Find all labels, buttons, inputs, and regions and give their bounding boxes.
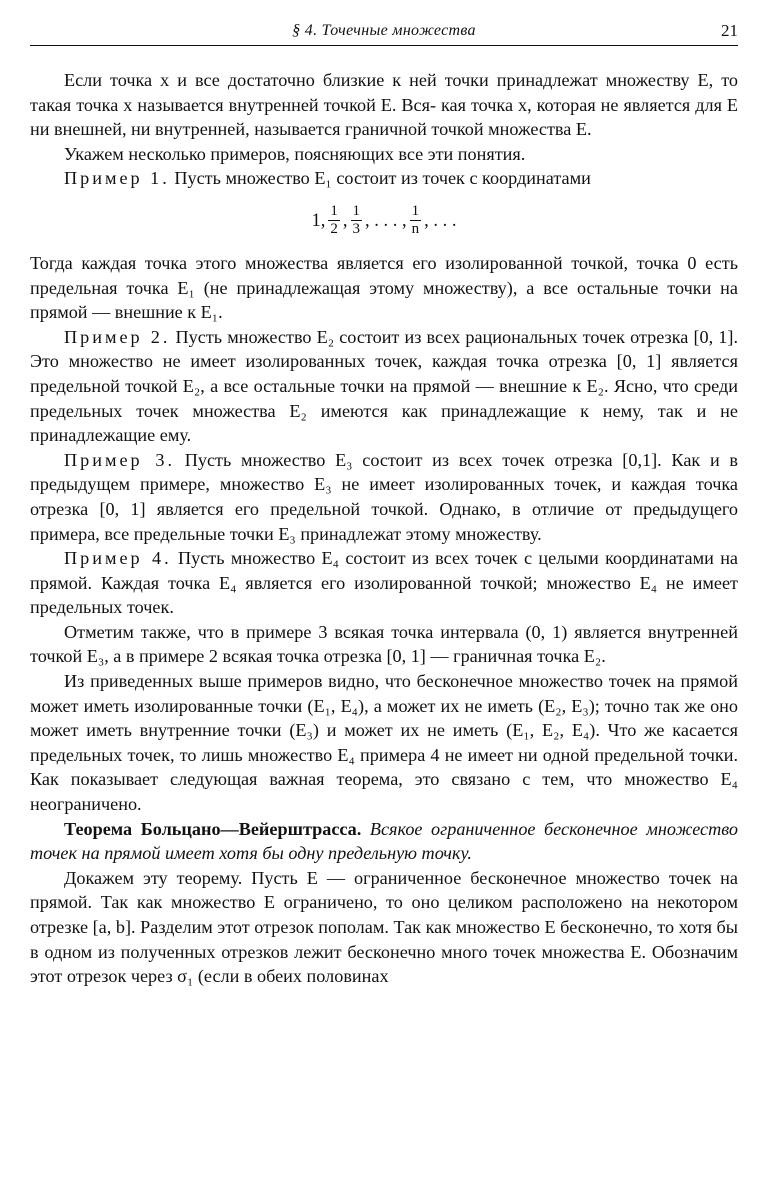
paragraph-interior-definition [30, 68, 738, 142]
fraction-denominator: 3 [352, 221, 360, 238]
line: кая точка x, которая не является для E ни внешней, ни внутренней, [30, 94, 739, 140]
theorem-statement: Всякое ограниченное бесконечное множество точек на прямой имеет хотя бы одну предельную точку. [30, 818, 738, 864]
example-text: Пусть множество E₄ состоит из всех точек с целыми координатами на прямой. Каждая точка E₄ является его изолированной точкой; множество E₄ не имеет предельных точек. [30, 548, 738, 618]
page-number: 21 [721, 21, 738, 40]
line: называется граничной точкой множества E. [254, 119, 592, 140]
header-rule [30, 45, 738, 46]
theorem-label: Теорема Больцано—Вейерштрасса. [64, 818, 362, 839]
fraction [328, 203, 340, 238]
example-text: Пусть множество E₁ состоит из точек с координатами [174, 168, 591, 189]
formula-ellipsis: , . . . , [365, 210, 407, 231]
example-label: Пример 3. [64, 449, 176, 470]
fraction-numerator: 1 [330, 203, 338, 220]
example-2 [30, 325, 738, 448]
example-label: Пример 1. [64, 168, 170, 189]
sequence-formula: 1, $\frac{1}{2}$ , $\frac{1}{3}$ , . . . , $\frac{1}{n}$ , . . . [311, 203, 457, 238]
formula-tail: , . . . [424, 210, 457, 231]
theorem-bolzano-weierstrass [30, 817, 738, 866]
fraction-numerator: 1 [411, 203, 420, 220]
running-header [30, 18, 738, 48]
example-3 [30, 448, 738, 546]
fraction-numerator: 1 [352, 203, 360, 220]
example-1-continuation: Тогда каждая точка этого множества является его изолированной точкой, точка 0 есть предельная точка E₁ (не принадлежащая этому множеству), а все остальные точки на прямой — внешние к E₁. [30, 252, 738, 323]
example-1 [30, 166, 738, 191]
page-body [30, 68, 738, 989]
example-label: Пример 4. [64, 548, 172, 569]
example-text: Пусть множество E₂ состоит из всех рациональных точек отрезка [0, 1]. Это множество не имеет изолированных точек, каждая точка отрезка [0, 1] является предельной точкой E₂, а все остальные точки на прямой — внешние к E₂. Ясно, что среди предельных точек множества E₂ имеются как принадлежащие к нему, так и не принадлежащие ему. [30, 326, 738, 446]
paragraph-intro-examples: Укажем несколько примеров, поясняющих все эти понятия. [64, 143, 526, 164]
paragraph-interior-note: Отметим также, что в примере 3 всякая точка интервала (0, 1) является внутренней точкой E₃, а в примере 2 всякая точка отрезка [0, 1] — граничная точка E₂. [30, 621, 738, 667]
running-title: § 4. Точечные множества [292, 22, 476, 39]
formula-lead: 1, [311, 210, 326, 231]
paragraph-examples-summary: Из приведенных выше примеров видно, что бесконечное множество точек на прямой может иметь изолированные точки (E₁, E₄), а может их не иметь (E₂, E₃); точно так же оно может иметь внутренние точки (E₃) и может их не иметь (E₁, E₂, E₄). Что же касается предельных точек, то лишь множество E₄ примера 4 не имеет ни одной предельной точки. Как показывает следующая важная теорема, это связано с тем, что множество E₄ неограничено. [30, 671, 738, 815]
fraction-denominator: 2 [330, 221, 338, 238]
fraction [410, 203, 422, 238]
line: Если точка x и все достаточно близкие к ней точки принадлежат [64, 70, 598, 90]
example-4 [30, 546, 738, 620]
paragraph-proof: Докажем эту теорему. Пусть E — ограниченное бесконечное множество точек на прямой. Так как множество E ограничено, то оно целиком расположено на некотором отрезке [a, b]. Разделим этот отрезок пополам. Так как множество E бесконечно, то хотя бы в одном из полученных отрезков лежит бесконечно много точек множества E. Обозначим этот отрезок через σ₁ (если в обеих половинах [30, 867, 738, 987]
example-text: Пусть множество E₃ состоит из всех точек отрезка [0,1]. Как и в предыдущем примере, множество E₃ не имеет изолированных точек, и каждая точка отрезка [0, 1] является его предельной точкой. Однако, в отличие от предыдущего примера, все предельные точки E₃ принадлежат этому множеству. [30, 449, 739, 544]
fraction-denominator: n [411, 221, 420, 238]
example-label: Пример 2. [64, 326, 171, 347]
line: множеству E, то такая точка x называется внутренней точкой E. Вся- [30, 70, 738, 115]
fraction [351, 203, 363, 238]
